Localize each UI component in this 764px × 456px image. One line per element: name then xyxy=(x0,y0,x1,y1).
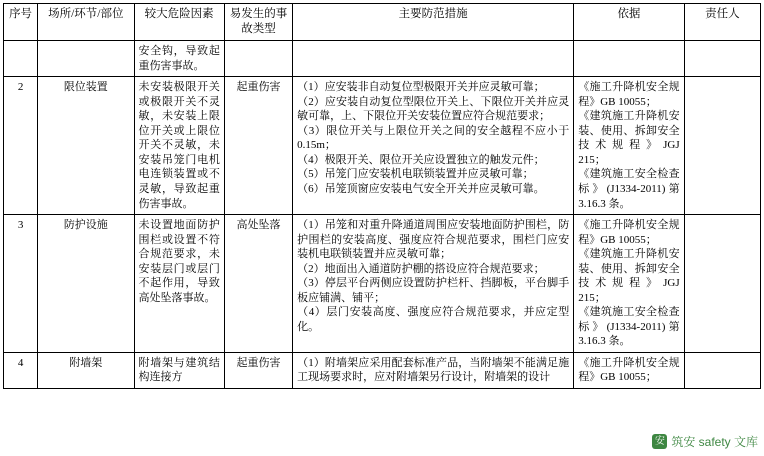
cell-seq: 3 xyxy=(4,215,38,353)
cell-seq: 2 xyxy=(4,77,38,215)
measure-line: （5）吊笼门应安装机电联锁装置并应灵敏可靠； xyxy=(297,168,534,181)
basis-line: 《建筑施工升降机安装、使用、拆卸安全技术规程》JGJ 215； xyxy=(578,110,680,166)
table-row xyxy=(4,77,761,215)
watermark-text: 筑安 safety 文库 xyxy=(671,435,758,449)
cell-accident-type: 高处坠落 xyxy=(224,215,292,353)
cell-factor: 附墙架与建筑结构连接方 xyxy=(134,352,224,388)
cell-person xyxy=(684,77,760,215)
cell-place xyxy=(38,41,134,77)
cell-accident-type: 起重伤害 xyxy=(224,77,292,215)
cell-factor: 未安装极限开关或极限开关不灵敏，未安装上限位开关或上限位开关不灵敏，未安装吊笼门电机电连锁装置或不灵敏，导致起重伤害事故。 xyxy=(134,77,224,215)
cell-seq: 4 xyxy=(4,352,38,388)
table-body xyxy=(4,41,761,388)
header-measures: 主要防范措施 xyxy=(293,4,574,41)
watermark xyxy=(652,433,758,450)
measure-line: （4）极限开关、限位开关应设置独立的触发元件； xyxy=(297,153,545,166)
measure-line: （1）应安装非自动复位型极限开关并应灵敏可靠； xyxy=(297,81,545,94)
cell-seq xyxy=(4,41,38,77)
cell-accident-type: 起重伤害 xyxy=(224,352,292,388)
cell-factor: 未设置地面防护围栏或设置不符合规范要求，未安装层门或层门不起作用，导致高处坠落事故。 xyxy=(134,215,224,353)
measure-line: （2）地面出入通道防护棚的搭设应符合规范要求； xyxy=(297,262,545,275)
cell-factor: 安全钩，导致起重伤害事故。 xyxy=(134,41,224,77)
cell-basis xyxy=(574,77,684,215)
measure-line: （6）吊笼顶窗应安装电气安全开关并应灵敏可靠。 xyxy=(297,182,545,195)
measure-line: （1）吊笼和对重升降通道周围应安装地面防护围栏，防护围栏的安装高度、强度应符合规范要求，围栏门应安装机电联锁装置并应灵敏可靠； xyxy=(297,219,570,261)
header-seq: 序号 xyxy=(4,4,38,41)
cell-person xyxy=(684,352,760,388)
table-row xyxy=(4,352,761,388)
cell-place: 限位装置 xyxy=(38,77,134,215)
measure-line: （4）层门安装高度、强度应符合规范要求，并应定型化。 xyxy=(297,306,570,333)
cell-measures xyxy=(293,215,574,353)
table-header xyxy=(4,4,761,41)
cell-basis xyxy=(574,352,684,388)
table-row xyxy=(4,215,761,353)
basis-line: 《建筑施工安全检查标》(J1334-2011)第 3.16.3 条。 xyxy=(578,306,680,348)
cell-place: 防护设施 xyxy=(38,215,134,353)
cell-measures xyxy=(293,77,574,215)
basis-line: 《施工升降机安全规程》GB 10055； xyxy=(578,81,680,108)
header-person: 责任人 xyxy=(684,4,760,41)
basis-line: 《施工升降机安全规程》GB 10055； xyxy=(578,219,680,246)
header-basis: 依据 xyxy=(574,4,684,41)
cell-measures xyxy=(293,352,574,388)
header-place: 场所/环节/部位 xyxy=(38,4,134,41)
measure-line: （3）停层平台两侧应设置防护栏杆、挡脚板，平台脚手板应铺满、铺平； xyxy=(297,277,570,304)
cell-accident-type xyxy=(224,41,292,77)
cell-basis xyxy=(574,41,684,77)
cell-place: 附墙架 xyxy=(38,352,134,388)
watermark-logo-icon: 安 xyxy=(652,434,667,449)
header-factor: 较大危险因素 xyxy=(134,4,224,41)
measure-line: （1）附墙架应采用配套标准产品，当附墙架不能满足施工现场要求时，应对附墙架另行设计，附墙架的设计 xyxy=(297,356,570,384)
basis-line: 《施工升降机安全规程》GB 10055； xyxy=(578,356,680,384)
cell-basis xyxy=(574,215,684,353)
cell-measures xyxy=(293,41,574,77)
basis-line: 《建筑施工安全检查标》(J1334-2011)第 3.16.3 条。 xyxy=(578,168,680,210)
measure-line: （2）应安装自动复位型限位开关上、下限位开关并应灵敏可靠，上、下限位开关安装位置应符合规范要求； xyxy=(297,95,570,123)
header-accident-type: 易发生的事故类型 xyxy=(224,4,292,41)
table-header-row xyxy=(4,4,761,41)
measure-line: （3）限位开关与上限位开关之间的安全越程不应小于0.15m； xyxy=(297,124,570,152)
cell-person xyxy=(684,41,760,77)
risk-control-table xyxy=(3,3,761,389)
table-row xyxy=(4,41,761,77)
cell-person xyxy=(684,215,760,353)
basis-line: 《建筑施工升降机安装、使用、拆卸安全技术规程》JGJ 215； xyxy=(578,248,680,304)
